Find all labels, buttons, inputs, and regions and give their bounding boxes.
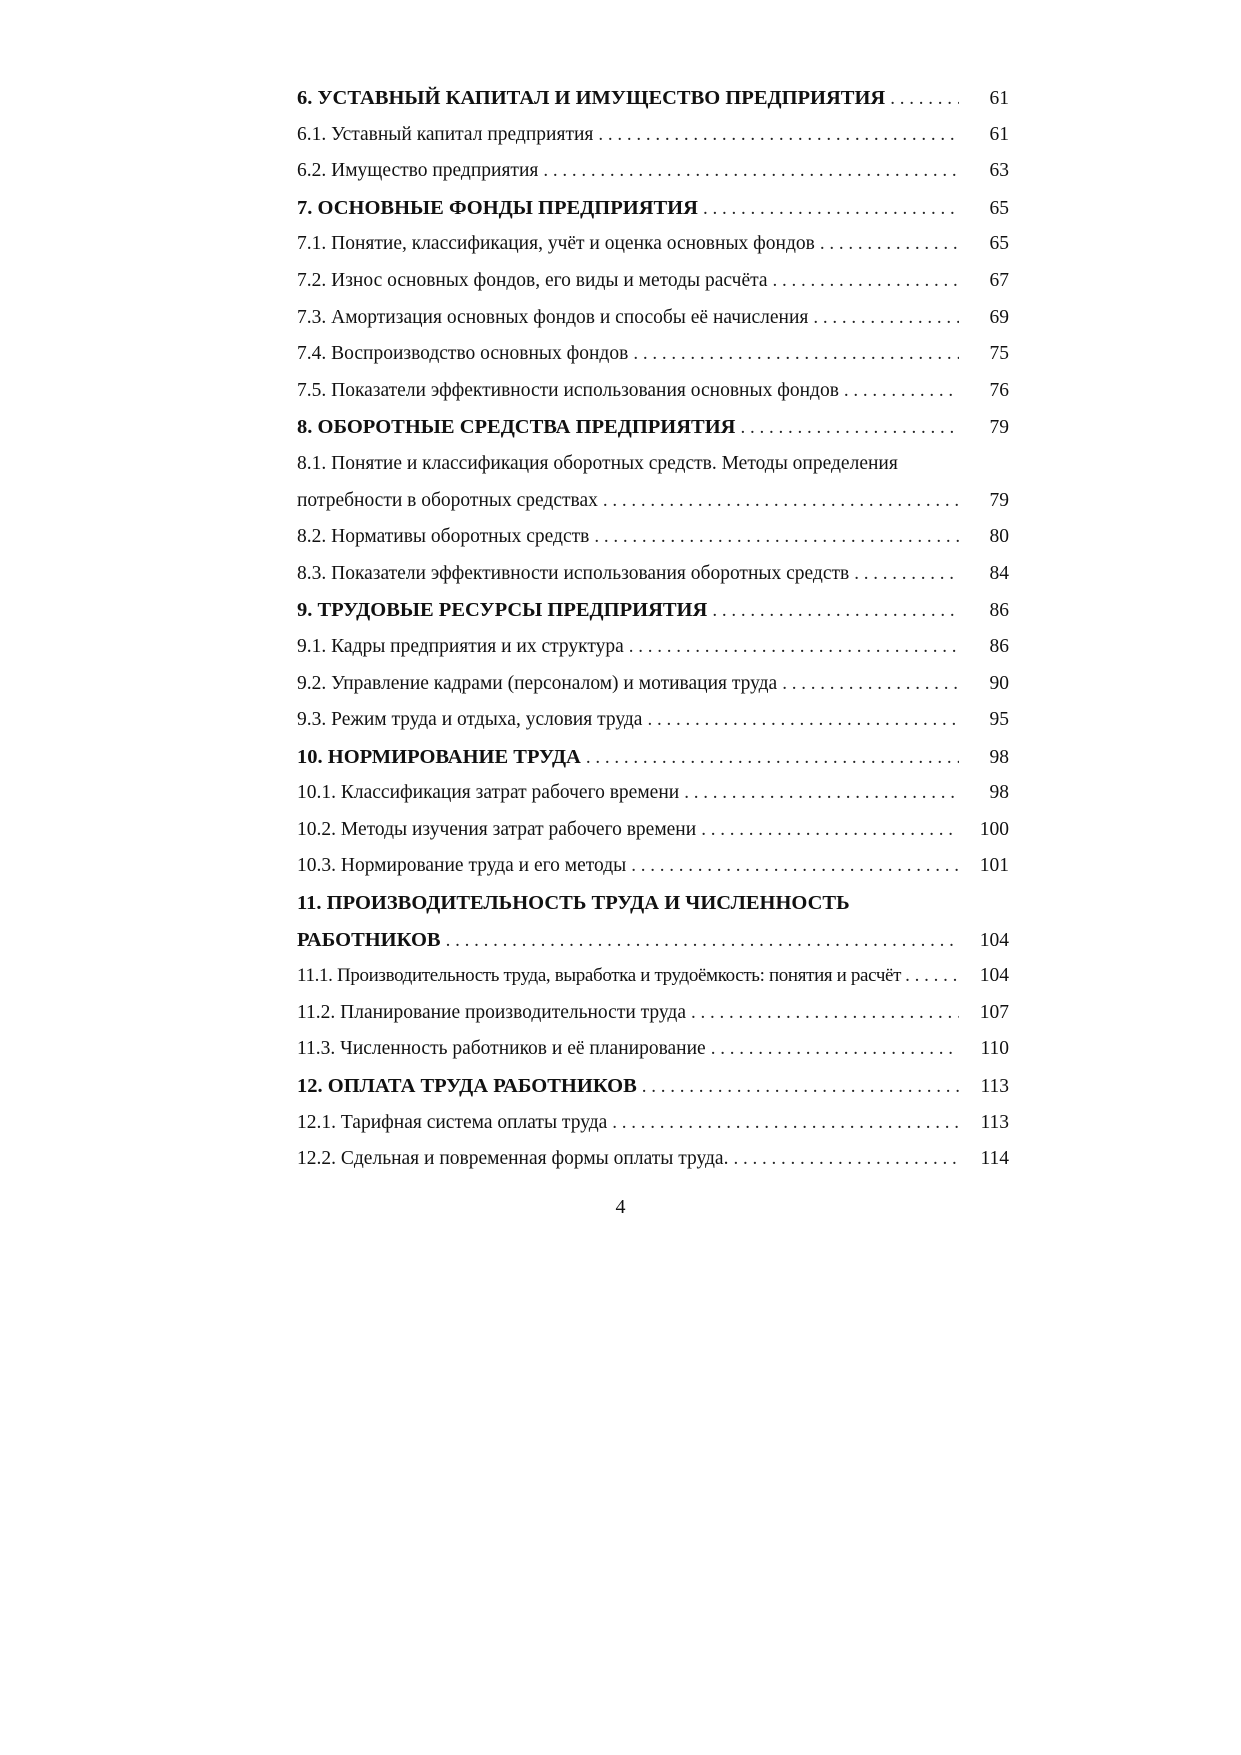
dot-leader xyxy=(844,373,959,410)
toc-entry-page: 61 xyxy=(989,88,1009,109)
toc-entry-7-4 xyxy=(297,336,1009,373)
toc-entry-page: 95 xyxy=(989,709,1009,731)
dot-leader xyxy=(854,556,959,593)
toc-entry-11 xyxy=(297,922,1009,959)
toc-entry-page: 63 xyxy=(989,160,1009,182)
dot-leader xyxy=(691,995,959,1032)
toc-entry-page: 65 xyxy=(989,233,1009,255)
dot-leader xyxy=(701,812,959,849)
toc-entry-title: 8.2. Нормативы оборотных средств xyxy=(297,526,590,548)
toc-entry-page: 114 xyxy=(980,1148,1009,1170)
toc-entry-11-line-1 xyxy=(297,885,1009,922)
toc-entry-page: 61 xyxy=(989,123,1009,145)
dot-leader xyxy=(642,1069,959,1106)
toc-entry-11-1 xyxy=(297,958,1009,995)
dot-leader xyxy=(594,519,959,556)
toc-entry-page: 98 xyxy=(989,782,1009,804)
dot-leader xyxy=(629,629,959,666)
dot-leader xyxy=(603,483,959,520)
toc-entry-title: 7.3. Амортизация основных фондов и способы её начисления xyxy=(297,306,809,328)
toc-entry-7-3 xyxy=(297,300,1009,337)
toc-entry-6 xyxy=(297,80,1009,117)
dot-leader xyxy=(712,593,959,630)
dot-leader xyxy=(647,702,959,739)
toc-entry-10 xyxy=(297,739,1009,776)
dot-leader xyxy=(586,740,959,777)
toc-entry-title: 11.1. Производительность труда, выработка и трудоёмкость: понятия и расчёт xyxy=(297,965,902,987)
dot-leader xyxy=(813,300,959,337)
toc-entry-12-1 xyxy=(297,1105,1009,1142)
toc-entry-page: 98 xyxy=(989,746,1009,768)
dot-leader xyxy=(905,958,961,995)
toc-entry-6-2 xyxy=(297,153,1009,190)
toc-entry-10-1 xyxy=(297,775,1009,812)
toc-entry-title: 9.3. Режим труда и отдыха, условия труда xyxy=(297,709,643,731)
toc-entry-9-1 xyxy=(297,629,1009,666)
dot-leader xyxy=(633,336,959,373)
dot-leader xyxy=(773,263,959,300)
toc-entry-8-1-line-1 xyxy=(297,446,1009,483)
toc-entry-title: 7. ОСНОВНЫЕ ФОНДЫ ПРЕДПРИЯТИЯ xyxy=(297,196,698,219)
toc-entry-page: 104 xyxy=(979,965,1009,987)
toc-entry-title: 12. ОПЛАТА ТРУДА РАБОТНИКОВ xyxy=(297,1075,637,1098)
toc-entry-page: 69 xyxy=(989,306,1009,328)
toc-entry-page: 113 xyxy=(980,1111,1009,1133)
dot-leader xyxy=(703,191,959,228)
toc-entry-page: 101 xyxy=(979,855,1009,877)
toc-entry-title: 8.3. Показатели эффективности использования оборотных средств xyxy=(297,562,850,584)
toc-entry-title: 6.1. Уставный капитал предприятия xyxy=(297,123,594,145)
toc-entry-8 xyxy=(297,409,1009,446)
dot-leader xyxy=(782,666,959,703)
toc-entry-page: 100 xyxy=(979,818,1009,840)
page-number: 4 xyxy=(615,1196,626,1218)
dot-leader xyxy=(543,153,959,190)
toc-entry-title: 9.2. Управление кадрами (персоналом) и мотивация труда xyxy=(297,672,778,694)
toc-entry-title: 6.2. Имущество предприятия xyxy=(297,160,539,182)
dot-leader xyxy=(711,1031,959,1068)
toc-entry-title: 6. УСТАВНЫЙ КАПИТАЛ И ИМУЩЕСТВО ПРЕДПРИЯТИЯ xyxy=(297,87,886,109)
toc-entry-7-1 xyxy=(297,226,1009,263)
toc-entry-page: 107 xyxy=(979,1001,1009,1023)
toc-entry-title-first-line: 11. ПРОИЗВОДИТЕЛЬНОСТЬ ТРУДА И ЧИСЛЕННОСТЬ xyxy=(297,892,850,915)
toc-entry-page: 75 xyxy=(989,343,1009,365)
toc-entry-7-2 xyxy=(297,263,1009,300)
toc-entry-title: 10. НОРМИРОВАНИЕ ТРУДА xyxy=(297,745,581,768)
toc-entry-page: 90 xyxy=(989,672,1009,694)
toc-entry-title: 9. ТРУДОВЫЕ РЕСУРСЫ ПРЕДПРИЯТИЯ xyxy=(297,599,708,622)
toc-entry-title: 8. ОБОРОТНЫЕ СРЕДСТВА ПРЕДПРИЯТИЯ xyxy=(297,416,736,439)
toc-entry-page: 79 xyxy=(989,417,1009,439)
dot-leader xyxy=(598,117,959,154)
toc-entry-title: 7.1. Понятие, классификация, учёт и оценка основных фондов xyxy=(297,233,815,255)
dot-leader xyxy=(890,81,959,118)
toc-entry-title: 10.3. Нормирование труда и его методы xyxy=(297,855,627,877)
toc-entry-9-2 xyxy=(297,666,1009,703)
toc-entry-title: РАБОТНИКОВ xyxy=(297,928,441,951)
toc-entry-10-2 xyxy=(297,812,1009,849)
toc-entry-11-3 xyxy=(297,1031,1009,1068)
toc-entry-page: 86 xyxy=(989,600,1009,622)
toc-entry-title: 7.5. Показатели эффективности использования основных фондов xyxy=(297,379,839,401)
toc-entry-title: 12.1. Тарифная система оплаты труда xyxy=(297,1111,608,1133)
dot-leader xyxy=(684,775,959,812)
toc-entry-10-3 xyxy=(297,848,1009,885)
toc-entry-12 xyxy=(297,1068,1009,1105)
toc-entry-title: 10.2. Методы изучения затрат рабочего времени xyxy=(297,818,697,840)
toc-entry-page: 84 xyxy=(989,562,1009,584)
toc-entry-title: 9.1. Кадры предприятия и их структура xyxy=(297,635,624,657)
toc-entry-title-first-line: 8.1. Понятие и классификация оборотных средств. Методы определения xyxy=(297,452,898,474)
toc-entry-title: 11.2. Планирование производительности труда xyxy=(297,1001,687,1023)
toc-entry-8-2 xyxy=(297,519,1009,556)
dot-leader xyxy=(612,1105,959,1142)
toc-entry-9-3 xyxy=(297,702,1009,739)
toc-entry-title: 10.1. Классификация затрат рабочего времени xyxy=(297,782,680,804)
toc-entry-page: 110 xyxy=(980,1038,1009,1060)
toc-entry-title: 7.2. Износ основных фондов, его виды и методы расчёта xyxy=(297,269,768,291)
table-of-contents xyxy=(297,80,1009,1178)
dot-leader xyxy=(631,848,959,885)
dot-leader xyxy=(446,923,959,960)
toc-entry-12-2 xyxy=(297,1141,1009,1178)
toc-entry-8-3 xyxy=(297,556,1009,593)
toc-entry-title: потребности в оборотных средствах xyxy=(297,489,598,511)
toc-entry-page: 79 xyxy=(989,489,1009,511)
toc-entry-page: 67 xyxy=(989,269,1009,291)
dot-leader xyxy=(820,226,959,263)
toc-entry-6-1 xyxy=(297,117,1009,154)
toc-entry-7-5 xyxy=(297,373,1009,410)
toc-entry-page: 76 xyxy=(989,379,1009,401)
toc-entry-page: 104 xyxy=(979,929,1009,951)
toc-entry-page: 65 xyxy=(989,197,1009,219)
dot-leader xyxy=(733,1141,959,1178)
toc-entry-title: 12.2. Сдельная и повременная формы оплаты труда. xyxy=(297,1148,729,1170)
toc-entry-11-2 xyxy=(297,995,1009,1032)
toc-entry-page: 86 xyxy=(989,635,1009,657)
toc-entry-page: 113 xyxy=(980,1076,1009,1098)
toc-entry-7 xyxy=(297,190,1009,227)
toc-entry-page: 80 xyxy=(989,526,1009,548)
toc-entry-title: 7.4. Воспроизводство основных фондов xyxy=(297,343,629,365)
dot-leader xyxy=(740,410,959,447)
toc-entry-title: 11.3. Численность работников и её планирование xyxy=(297,1038,706,1060)
toc-entry-8-1 xyxy=(297,483,1009,520)
toc-entry-9 xyxy=(297,592,1009,629)
